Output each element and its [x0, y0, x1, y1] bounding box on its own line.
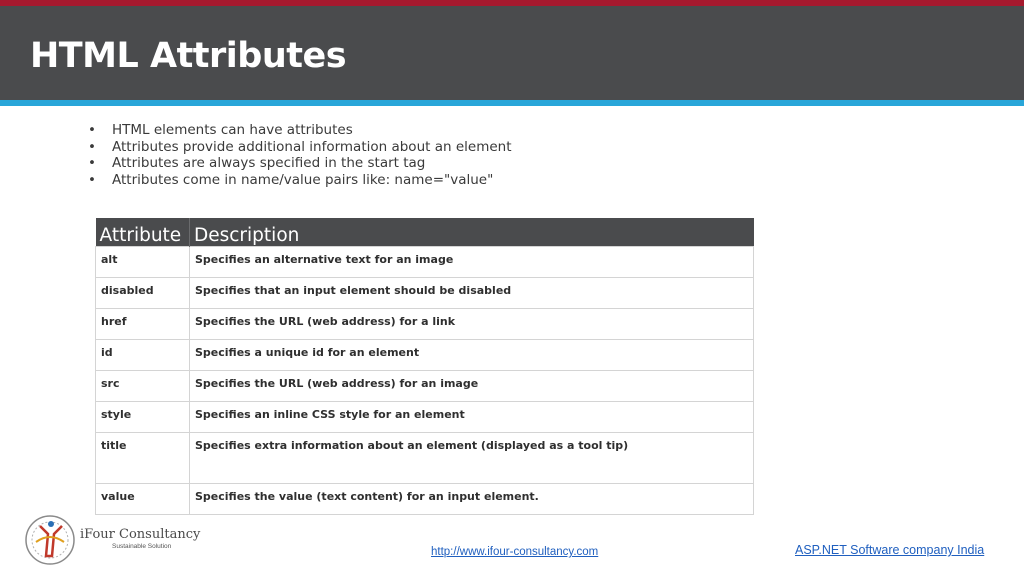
bullet-item	[88, 122, 512, 139]
bullet-dot: •	[88, 155, 96, 171]
table-row	[96, 433, 754, 484]
bullet-item	[88, 172, 512, 189]
bullet-text: Attributes are always specified in the start tag	[112, 155, 426, 171]
bullet-text: Attributes provide additional information about an element	[112, 138, 512, 155]
attribute-description-cell: Specifies that an input element should be disabled	[190, 278, 754, 309]
bullet-item	[88, 155, 512, 172]
table-row	[96, 309, 754, 340]
attribute-name-cell: href	[96, 309, 190, 340]
attribute-description-cell: Specifies a unique id for an element	[190, 340, 754, 371]
attribute-description-cell: Specifies the URL (web address) for a link	[190, 309, 754, 340]
attribute-description-cell: Specifies an inline CSS style for an element	[190, 402, 754, 433]
table-header-row	[96, 218, 754, 247]
company-link[interactable]: ASP.NET Software company India	[795, 543, 985, 557]
attribute-name-cell: style	[96, 402, 190, 433]
attribute-description-cell: Specifies an alternative text for an image	[190, 247, 754, 278]
column-header-description: Description	[190, 218, 754, 247]
bullet-dot: •	[88, 171, 96, 188]
bullet-text: Attributes come in name/value pairs like: name="value"	[112, 171, 494, 188]
bullet-dot: •	[88, 122, 96, 138]
attribute-description-cell: Specifies extra information about an element (displayed as a tool tip)	[190, 433, 754, 484]
header-underline-stripe	[0, 100, 1024, 106]
attribute-name-cell: disabled	[96, 278, 190, 309]
attribute-name-cell: src	[96, 371, 190, 402]
table-row	[96, 484, 754, 515]
logo-text	[80, 527, 200, 550]
column-header-attribute: Attribute	[96, 218, 190, 247]
attribute-name-cell: title	[96, 433, 190, 484]
attribute-name-cell: value	[96, 484, 190, 515]
attribute-description-cell: Specifies the URL (web address) for an image	[190, 371, 754, 402]
table-row	[96, 402, 754, 433]
table-row	[96, 371, 754, 402]
bullet-dot: •	[88, 138, 96, 155]
website-link[interactable]: http://www.ifour-consultancy.com	[431, 546, 599, 558]
table-row	[96, 247, 754, 278]
logo-name: iFour Consultancy	[80, 527, 201, 542]
attributes-table	[95, 218, 754, 515]
slide-title: HTML Attributes	[30, 36, 347, 76]
slide-header	[0, 6, 1024, 100]
attribute-name-cell: id	[96, 340, 190, 371]
attribute-name-cell: alt	[96, 247, 190, 278]
attribute-description-cell: Specifies the value (text content) for an input element.	[190, 484, 754, 515]
logo-tagline: Sustainable Solution	[112, 543, 172, 550]
bullet-list	[88, 122, 512, 188]
table-row	[96, 340, 754, 371]
table-row	[96, 278, 754, 309]
bullet-item	[88, 139, 512, 156]
bullet-text: HTML elements can have attributes	[112, 122, 353, 138]
